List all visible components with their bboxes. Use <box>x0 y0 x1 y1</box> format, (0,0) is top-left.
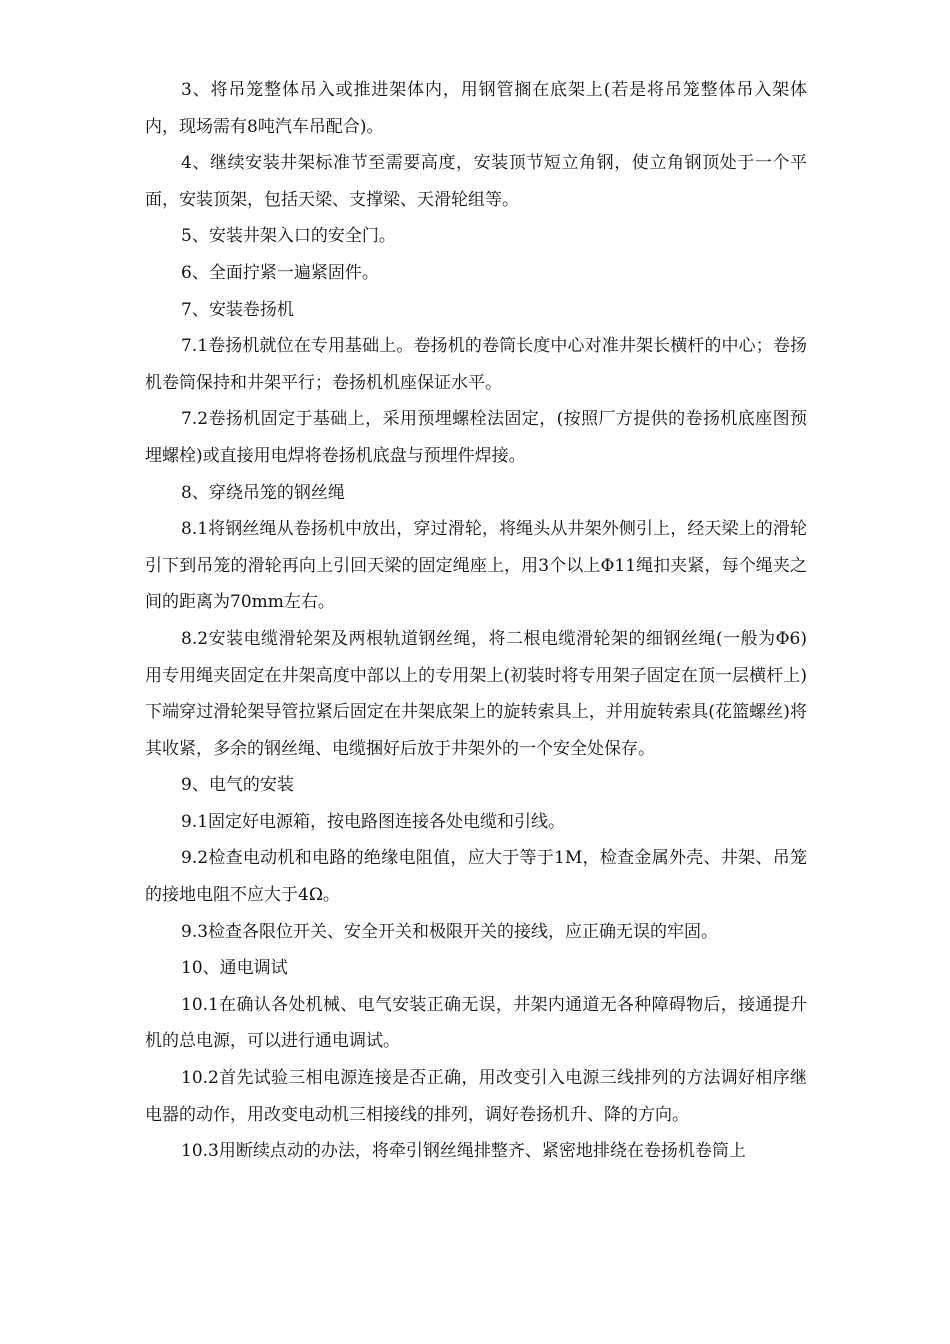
paragraph-step-5: 5、安装井架入口的安全门。 <box>181 226 396 247</box>
section-heading-10: 10、通电调试 <box>181 958 288 979</box>
document-body <box>145 72 807 1170</box>
paragraph-step-7-1: 7.1卷扬机就位在专用基础上。卷扬机的卷筒长度中心对准井架长横杆的中心；卷扬机卷筒保持和井架平行；卷扬机机座保证水平。 <box>145 336 807 393</box>
paragraph-step-9-1: 9.1固定好电源箱，按电路图连接各处电缆和引线。 <box>181 811 566 832</box>
paragraph-step-10-2: 10.2首先试验三相电源连接是否正确，用改变引入电源三线排列的方法调好相序继电器的动作，用改变电动机三相接线的排列，调好卷扬机升、降的方向。 <box>145 1068 807 1125</box>
section-heading-8: 8、穿绕吊笼的钢丝绳 <box>181 482 345 503</box>
paragraph-step-6: 6、全面拧紧一遍紧固件。 <box>181 262 379 283</box>
paragraph-step-8-2: 8.2安装电缆滑轮架及两根轨道钢丝绳，将二根电缆滑轮架的细钢丝绳(一般为Φ6)用专用绳夹固定在井架高度中部以上的专用架上(初装时将专用架子固定在顶一层横杆上)下端穿过滑轮架导管拉紧后固定在井架底架上的旋转索具上，并用旋转索具(花篮螺丝)将其收紧，多余的钢丝绳、电缆捆好后放于井架外的一个安全处保存。 <box>145 628 807 759</box>
section-heading-9: 9、电气的安装 <box>181 775 294 796</box>
paragraph-step-9-3: 9.3检查各限位开关、安全开关和极限开关的接线，应正确无误的牢固。 <box>181 921 719 942</box>
paragraph-step-7-2: 7.2卷扬机固定于基础上，采用预埋螺栓法固定，(按照厂方提供的卷扬机底座图预埋螺栓)或直接用电焊将卷扬机底盘与预埋件焊接。 <box>145 409 807 466</box>
paragraph-step-10-3: 10.3用断续点动的办法，将牵引钢丝绳排整齐、紧密地排绕在卷扬机卷筒上 <box>181 1141 746 1162</box>
paragraph-step-10-1: 10.1在确认各处机械、电气安装正确无误，井架内通道无各种障碍物后，接通提升机的总电源，可以进行通电调试。 <box>145 994 807 1052</box>
section-heading-7: 7、安装卷扬机 <box>181 299 294 320</box>
paragraph-step-3: 3、将吊笼整体吊入或推进架体内，用钢管搁在底架上(若是将吊笼整体吊入架体内，现场需有8吨汽车吊配合)。 <box>145 80 807 137</box>
paragraph-step-8-1: 8.1将钢丝绳从卷扬机中放出，穿过滑轮，将绳头从井架外侧引上，经天梁上的滑轮引下到吊笼的滑轮再向上引回天梁的固定绳座上，用3个以上Φ11绳扣夹紧，每个绳夹之间的距离为70mm左右。 <box>145 519 807 613</box>
paragraph-step-9-2: 9.2检查电动机和电路的绝缘电阻值，应大于等于1M，检查金属外壳、井架、吊笼的接地电阻不应大于4Ω。 <box>145 848 807 906</box>
paragraph-step-4: 4、继续安装井架标准节至需要高度，安装顶节短立角钢，使立角钢顶处于一个平面，安装顶架，包括天梁、支撑梁、天滑轮组等。 <box>145 153 807 210</box>
